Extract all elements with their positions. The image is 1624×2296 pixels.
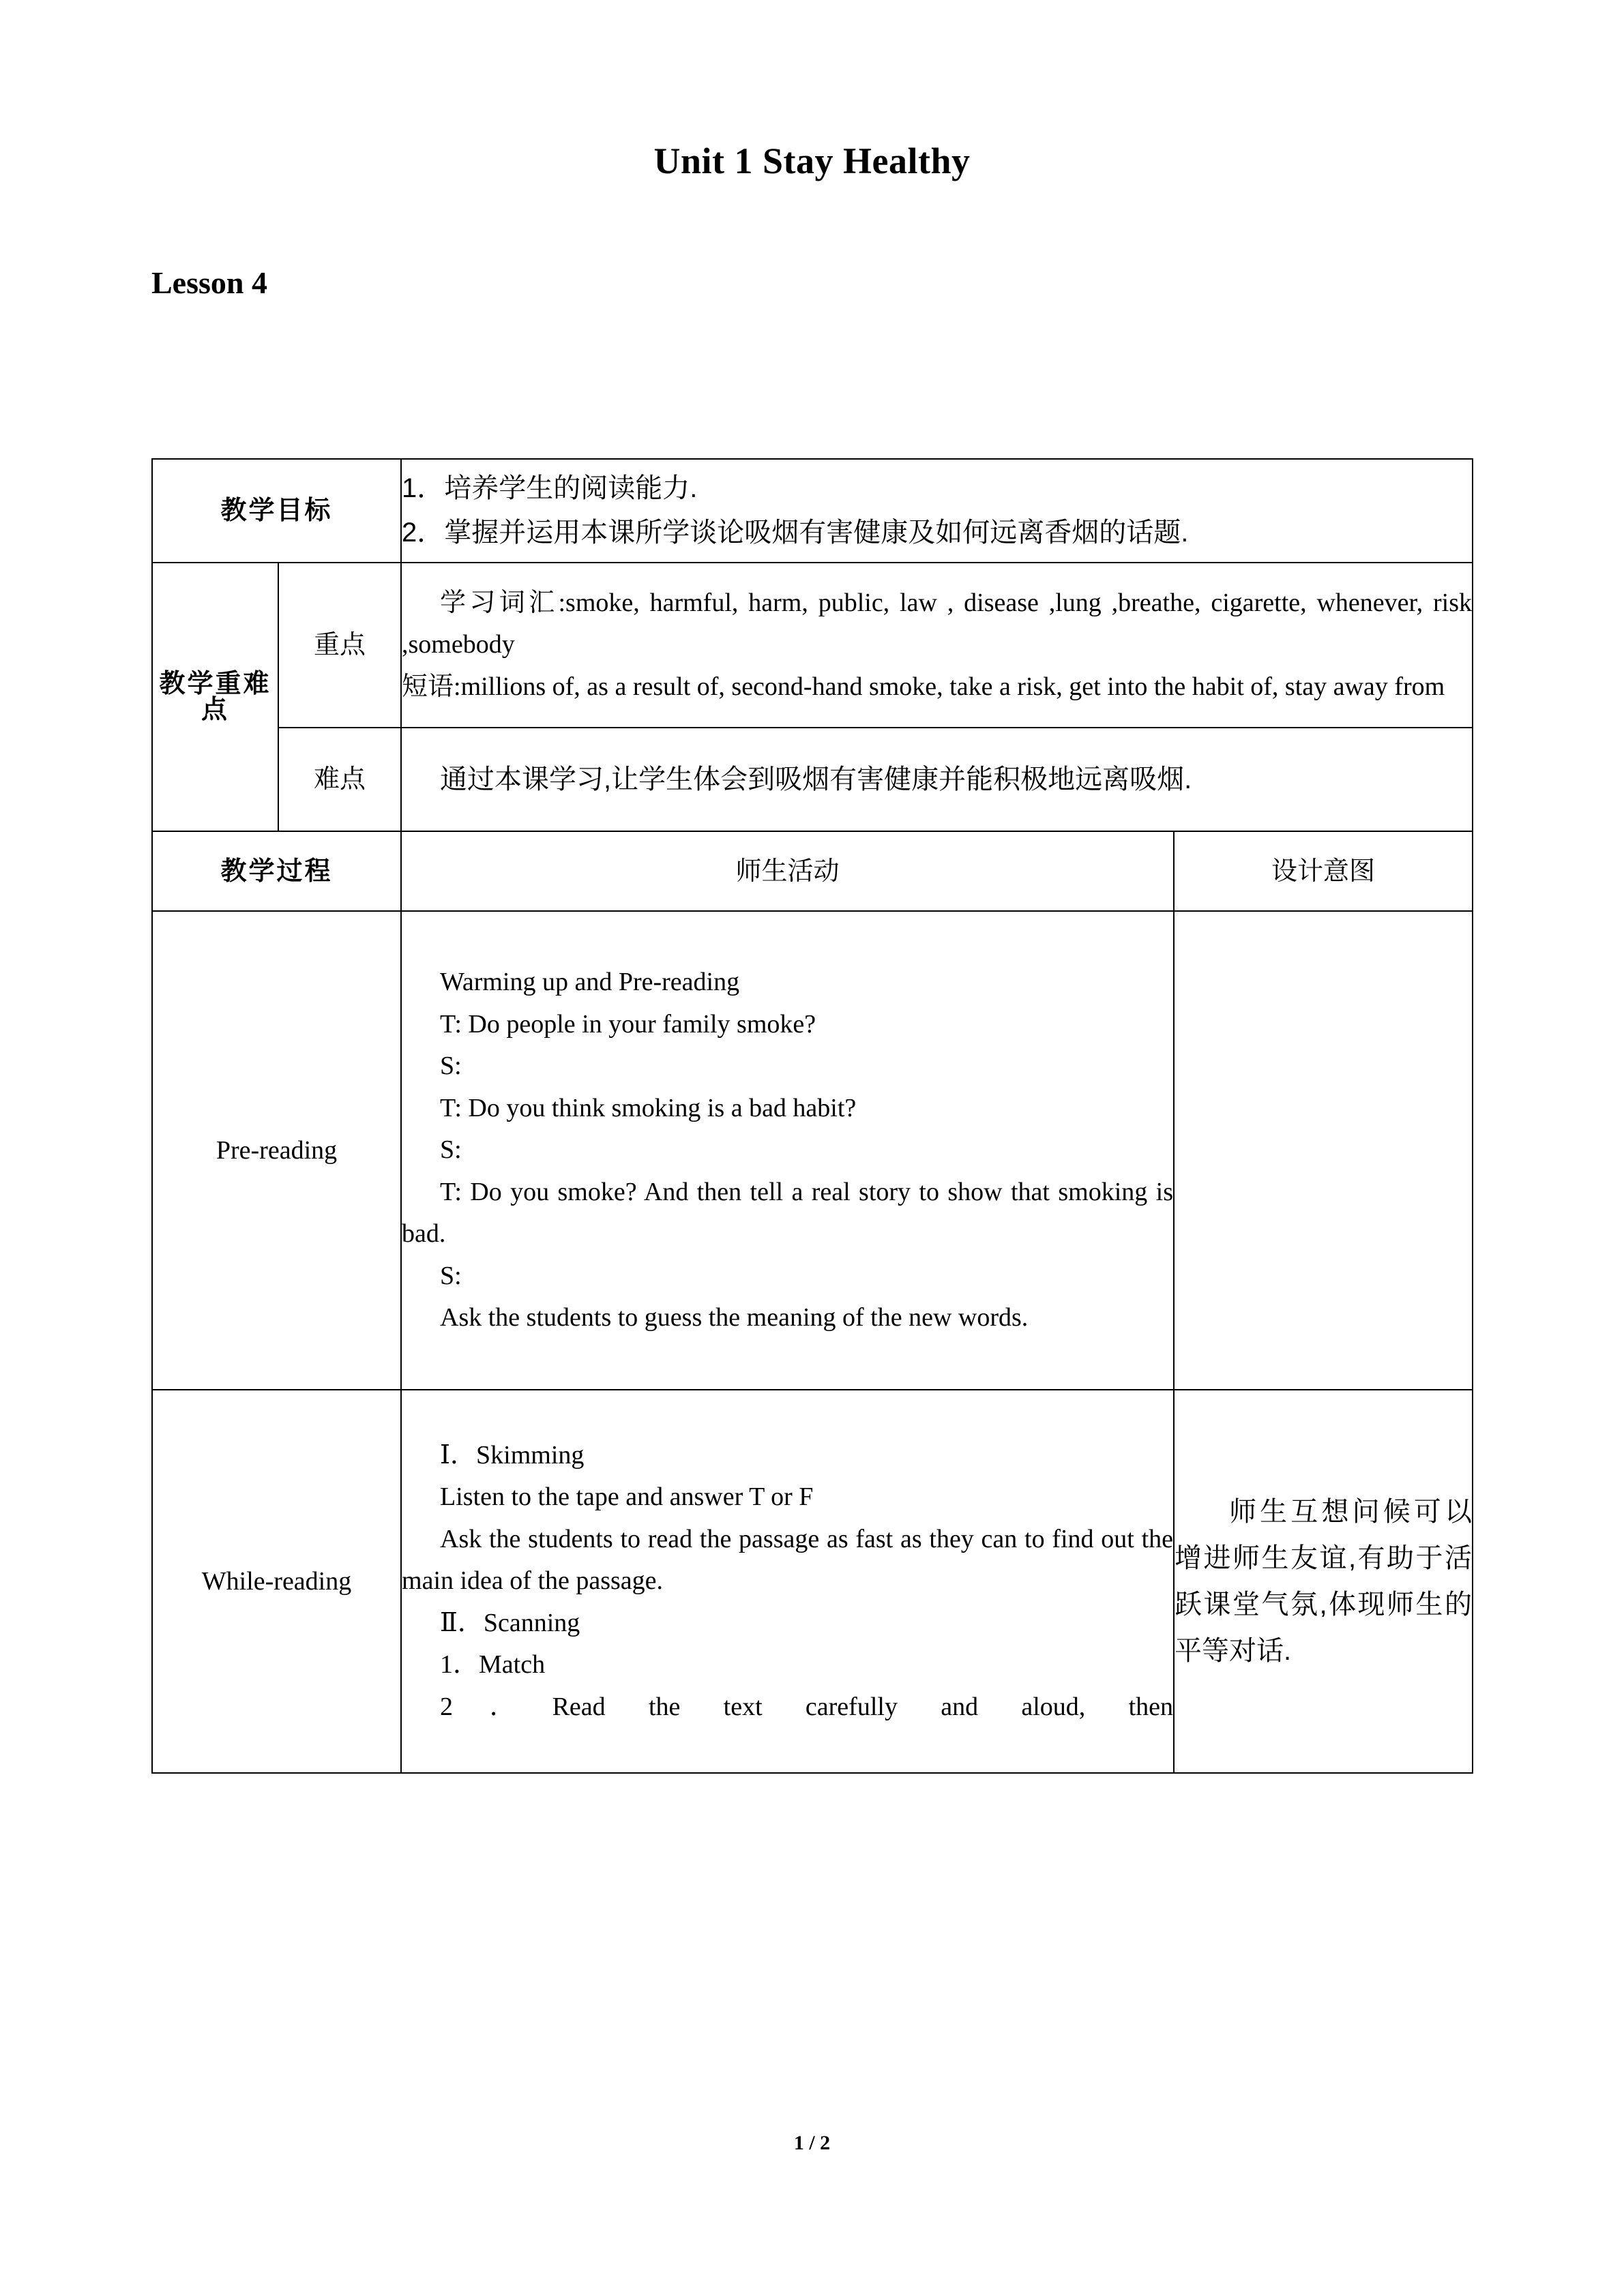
difficult-points-label: 难点 xyxy=(278,728,401,831)
table-row xyxy=(152,563,1473,728)
stage-label-pre-reading: Pre-reading xyxy=(152,911,401,1390)
activity-line: S: xyxy=(440,1261,462,1290)
table-row xyxy=(152,459,1473,563)
page-title: Unit 1 Stay Healthy xyxy=(653,140,971,181)
activities-cell-pre-reading xyxy=(401,911,1174,1390)
table-row xyxy=(152,831,1473,911)
activities-cell-while-reading xyxy=(401,1390,1174,1773)
intent-cell-pre-reading xyxy=(1174,911,1473,1390)
difficult-points-text: 通过本课学习,让学生体会到吸烟有害健康并能积极地远离吸烟. xyxy=(440,764,1192,794)
objectives-label: 教学目标 xyxy=(152,459,401,563)
activity-line: 2．Read the text carefully and aloud, then xyxy=(440,1692,1174,1721)
table-row xyxy=(152,1390,1473,1773)
activity-line: Ⅰ．Skimming xyxy=(440,1440,585,1470)
key-points-phrases: 短语:millions of, as a result of, second-hand smoke, take a risk, get into the habit of, stay away from xyxy=(402,672,1445,701)
activity-line: S: xyxy=(440,1052,462,1081)
key-points-vocabulary: 学习词汇:smoke, harmful, harm, public, law , disease ,lung ,breathe, cigarette, whenever, risk ,somebody xyxy=(402,588,1473,659)
lesson-plan-table xyxy=(151,458,1473,1774)
activity-line: T: Do you smoke? And then tell a real story to show that smoking is bad. xyxy=(402,1177,1174,1249)
objective-item-1: 1．培养学生的阅读能力. xyxy=(402,473,698,504)
activity-line: 1．Match xyxy=(440,1650,546,1680)
activity-line: Warming up and Pre-reading xyxy=(440,968,740,997)
objective-item-2: 2．掌握并运用本课所学谈论吸烟有害健康及如何远离香烟的话题. xyxy=(402,518,1189,548)
table-row xyxy=(152,728,1473,831)
difficult-points-cell xyxy=(401,728,1473,831)
key-points-cell xyxy=(401,563,1473,728)
activity-line: T: Do people in your family smoke? xyxy=(440,1009,816,1039)
stage-label-while-reading: While-reading xyxy=(152,1390,401,1773)
activity-line: Ⅱ．Scanning xyxy=(440,1608,580,1637)
activity-line: S: xyxy=(440,1135,462,1165)
lesson-heading: Lesson 4 xyxy=(151,265,267,300)
column-header-activities: 师生活动 xyxy=(401,831,1174,911)
key-difficult-label: 教学重难点 xyxy=(152,563,278,831)
column-header-intent: 设计意图 xyxy=(1174,831,1473,911)
process-label: 教学过程 xyxy=(152,831,401,911)
activity-line: Listen to the tape and answer T or F xyxy=(440,1482,814,1512)
activity-line: T: Do you think smoking is a bad habit? xyxy=(440,1093,857,1122)
objectives-cell xyxy=(401,459,1473,563)
table-row xyxy=(152,911,1473,1390)
key-points-label: 重点 xyxy=(278,563,401,728)
intent-text: 师生互想问候可以增进师生友谊,有助于活跃课堂气氛,体现师生的平等对话. xyxy=(1175,1497,1473,1666)
activity-line: Ask the students to guess the meaning of the new words. xyxy=(440,1303,1029,1332)
page-footer: 1 / 2 xyxy=(793,2132,831,2154)
activity-line: Ask the students to read the passage as fast as they can to find out the main idea of the passage. xyxy=(402,1524,1174,1596)
intent-cell-while-reading xyxy=(1174,1390,1473,1773)
